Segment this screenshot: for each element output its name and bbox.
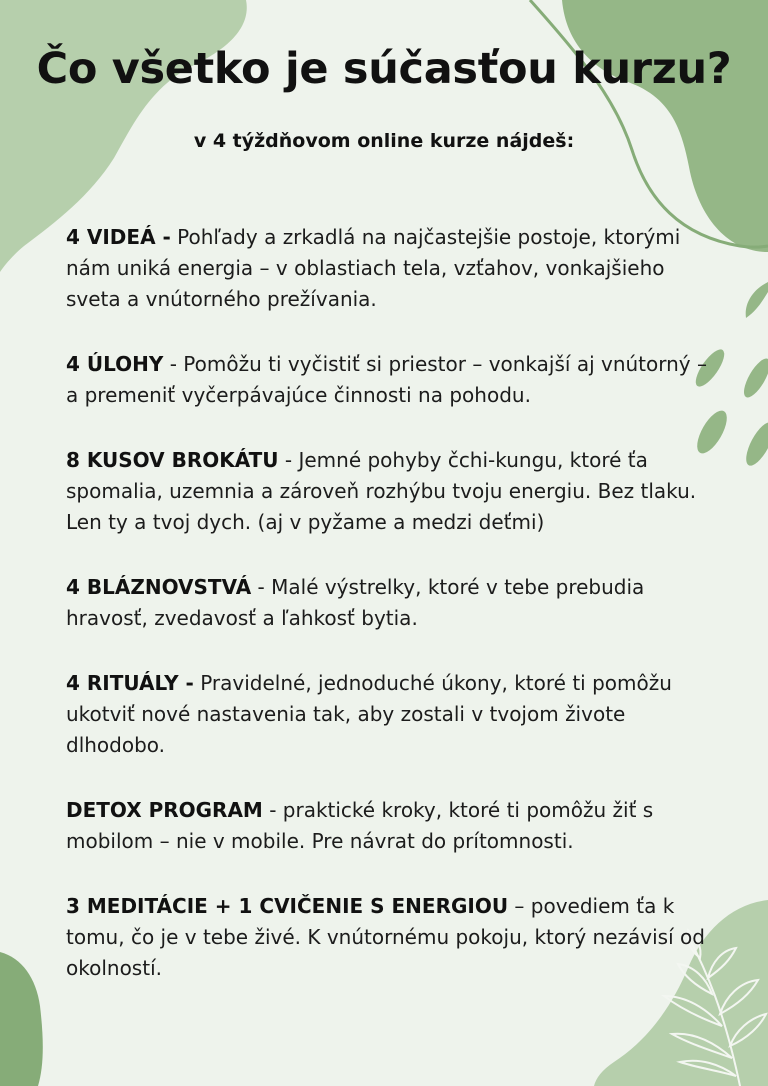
list-item — [66, 572, 716, 634]
item-text: Pravidelné, jednoduché úkony, ktoré ti pomôžu ukotviť nové nastavenia tak, aby zostali v tvojom živote dlhodobo. — [66, 671, 672, 757]
page-title: Čo všetko je súčasťou kurzu? — [36, 44, 732, 94]
item-label: 3 MEDITÁCIE + 1 CVIČENIE S ENERGIOU — [66, 894, 509, 918]
item-text: - praktické kroky, ktoré ti pomôžu žiť s mobilom – nie v mobile. Pre návrat do prítomnosti. — [66, 798, 654, 853]
item-label: 8 KUSOV BROKÁTU — [66, 448, 279, 472]
list-item — [66, 795, 716, 857]
item-text: - Jemné pohyby čchi-kungu, ktoré ťa spomalia, uzemnia a zároveň rozhýbu tvoju energiu. Bez tlaku. Len ty a tvoj dych. (aj v pyžame a medzi deťmi) — [66, 448, 697, 534]
course-contents-list — [66, 222, 716, 1018]
subtitle: v 4 týždňovom online kurze nájdeš: — [193, 130, 575, 152]
item-label: 4 VIDEÁ - — [66, 225, 171, 249]
item-label: DETOX PROGRAM — [66, 798, 263, 822]
item-label: 4 ÚLOHY — [66, 352, 164, 376]
list-item — [66, 349, 716, 411]
list-item — [66, 668, 716, 761]
item-text: - Pomôžu ti vyčistiť si priestor – vonkajší aj vnútorný – a premeniť vyčerpávajúce činnosti na pohodu. — [66, 352, 707, 407]
item-label: 4 RITUÁLY - — [66, 671, 194, 695]
list-item — [66, 222, 716, 315]
list-item — [66, 445, 716, 538]
item-label: 4 BLÁZNOVSTVÁ — [66, 575, 252, 599]
list-item — [66, 891, 716, 984]
item-text: - Malé výstrelky, ktoré v tebe prebudia hravosť, zvedavosť a ľahkosť bytia. — [66, 575, 645, 630]
item-text: Pohľady a zrkadlá na najčastejšie postoje, ktorými nám uniká energia – v oblastiach tela, vzťahov, vonkajšieho sveta a vnútorného prežívania. — [66, 225, 681, 311]
item-text: – povediem ťa k tomu, čo je v tebe živé. K vnútornému pokoju, ktorý nezávisí od okolností. — [66, 894, 705, 980]
